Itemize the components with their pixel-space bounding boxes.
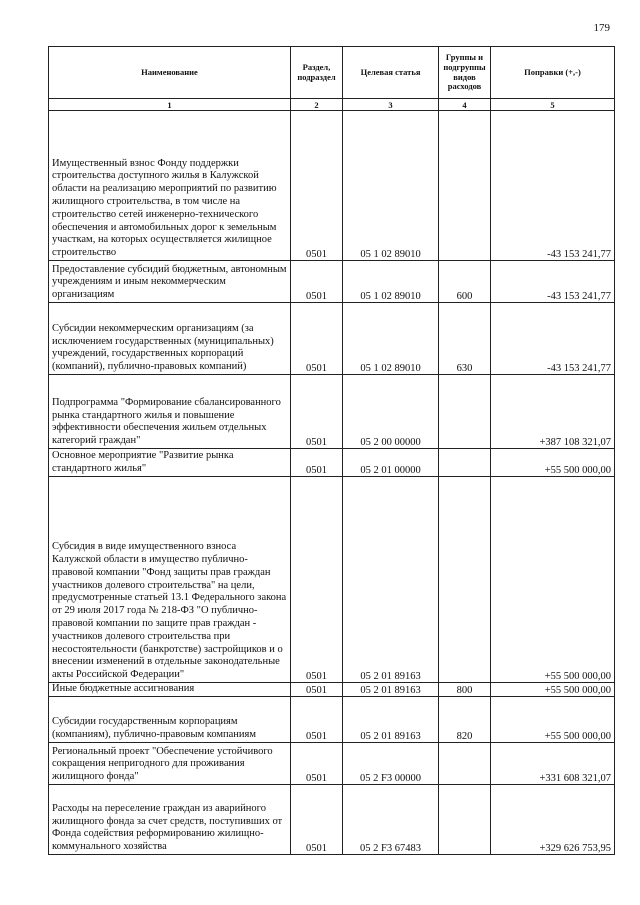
row-group: 600 xyxy=(439,261,491,303)
row-amount: +55 500 000,00 xyxy=(491,683,615,697)
row-section: 0501 xyxy=(291,697,343,743)
row-section: 0501 xyxy=(291,743,343,785)
table-row xyxy=(49,111,615,261)
row-group xyxy=(439,449,491,477)
row-section: 0501 xyxy=(291,785,343,855)
row-name: Расходы на переселение граждан из аварийного жилищного фонда за счет средств, поступивших от Фонда содействия реформированию жилищно-коммунального хозяйства xyxy=(49,785,291,855)
column-number: 1 xyxy=(49,99,291,111)
row-target: 05 2 F3 00000 xyxy=(343,743,439,785)
table-row xyxy=(49,449,615,477)
row-target: 05 2 01 89163 xyxy=(343,697,439,743)
row-amount: -43 153 241,77 xyxy=(491,111,615,261)
row-amount: +329 626 753,95 xyxy=(491,785,615,855)
table-row xyxy=(49,477,615,683)
row-name: Имущественный взнос Фонду поддержки строительства доступного жилья в Калужской области на реализацию мероприятий по развитию жилищного строительства, в том числе на строительство сетей инженерно-технического обеспечения и автомобильных дорог к земельным участкам, на которых осуществляется жилищное строительство xyxy=(49,111,291,261)
column-number: 4 xyxy=(439,99,491,111)
row-group xyxy=(439,375,491,449)
row-amount: +55 500 000,00 xyxy=(491,697,615,743)
row-section: 0501 xyxy=(291,111,343,261)
row-section: 0501 xyxy=(291,375,343,449)
row-name: Предоставление субсидий бюджетным, автономным учреждениям и иным некоммерческим организациям xyxy=(49,261,291,303)
table-row xyxy=(49,697,615,743)
row-group xyxy=(439,477,491,683)
row-name: Подпрограмма "Формирование сбалансированного рынка стандартного жилья и повышение эффективности обеспечения жильем отдельных категорий граждан" xyxy=(49,375,291,449)
row-target: 05 1 02 89010 xyxy=(343,261,439,303)
row-amount: +331 608 321,07 xyxy=(491,743,615,785)
row-name: Основное мероприятие "Развитие рынка стандартного жилья" xyxy=(49,449,291,477)
header-groups: Группы и подгруппы видов расходов xyxy=(439,47,491,99)
row-target: 05 2 01 89163 xyxy=(343,477,439,683)
row-name: Региональный проект "Обеспечение устойчивого сокращения непригодного для проживания жилищного фонда" xyxy=(49,743,291,785)
header-name: Наименование xyxy=(49,47,291,99)
row-target: 05 1 02 89010 xyxy=(343,303,439,375)
column-number: 5 xyxy=(491,99,615,111)
row-section: 0501 xyxy=(291,477,343,683)
row-group: 630 xyxy=(439,303,491,375)
table-row xyxy=(49,375,615,449)
row-amount: -43 153 241,77 xyxy=(491,261,615,303)
row-name: Субсидии некоммерческим организациям (за исключением государственных (муниципальных) учреждений, государственных корпораций (компаний), публично-правовых компаний) xyxy=(49,303,291,375)
header-section: Раздел, подраздел xyxy=(291,47,343,99)
row-name: Субсидии государственным корпорациям (компаниям), публично-правовым компаниям xyxy=(49,697,291,743)
table-row xyxy=(49,785,615,855)
table-row xyxy=(49,743,615,785)
row-name: Субсидия в виде имущественного взноса Калужской области в имущество публично-правовой компании "Фонд защиты прав граждан участников долевого строительства" на цели, предусмотренные статьей 13.1 Федерального закона от 29 июля 2017 года № 218-ФЗ "О публично-правовой компании по защите прав граждан - участников долевого строительства при несостоятельности (банкротстве) застройщиков и о внесении изменений в отдельные законодательные акты Российской Федерации" xyxy=(49,477,291,683)
row-amount: -43 153 241,77 xyxy=(491,303,615,375)
row-target: 05 2 00 00000 xyxy=(343,375,439,449)
row-group xyxy=(439,111,491,261)
row-name: Иные бюджетные ассигнования xyxy=(49,683,291,697)
column-number-row xyxy=(49,99,615,111)
table-row xyxy=(49,683,615,697)
budget-table xyxy=(48,46,615,855)
row-section: 0501 xyxy=(291,683,343,697)
row-target: 05 1 02 89010 xyxy=(343,111,439,261)
row-target: 05 2 01 89163 xyxy=(343,683,439,697)
row-amount: +55 500 000,00 xyxy=(491,477,615,683)
row-section: 0501 xyxy=(291,261,343,303)
row-group: 820 xyxy=(439,697,491,743)
row-group xyxy=(439,785,491,855)
row-section: 0501 xyxy=(291,449,343,477)
header-target: Целевая статья xyxy=(343,47,439,99)
table-row xyxy=(49,303,615,375)
table-row xyxy=(49,261,615,303)
row-target: 05 2 01 00000 xyxy=(343,449,439,477)
header-row xyxy=(49,47,615,99)
row-target: 05 2 F3 67483 xyxy=(343,785,439,855)
column-number: 2 xyxy=(291,99,343,111)
page-number: 179 xyxy=(593,22,610,34)
column-number: 3 xyxy=(343,99,439,111)
row-amount: +387 108 321,07 xyxy=(491,375,615,449)
row-amount: +55 500 000,00 xyxy=(491,449,615,477)
row-group: 800 xyxy=(439,683,491,697)
row-section: 0501 xyxy=(291,303,343,375)
row-group xyxy=(439,743,491,785)
header-amendments: Поправки (+,-) xyxy=(491,47,615,99)
